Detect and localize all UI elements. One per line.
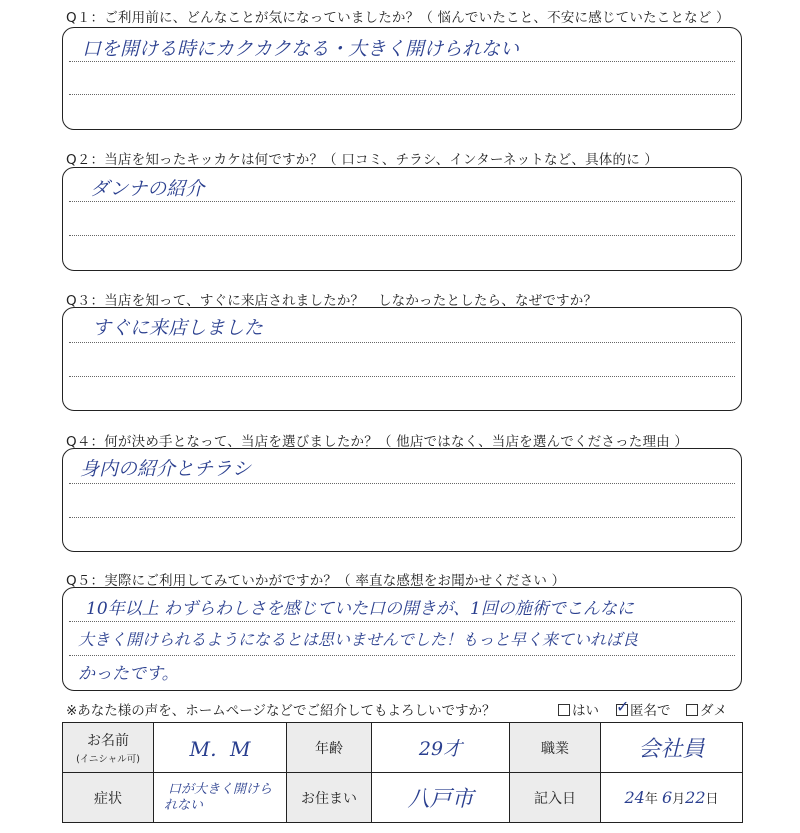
date-label: 記入日: [510, 773, 601, 823]
name-value-cell: [154, 723, 287, 773]
date-day-unit: 日: [705, 792, 719, 807]
q5-answer-line-3: かったです。: [78, 664, 179, 684]
checkbox-checked-icon[interactable]: [616, 697, 630, 716]
checkbox-icon[interactable]: [686, 704, 698, 716]
address-label: お住まい: [287, 773, 372, 823]
date-month: 6: [661, 788, 673, 807]
address-value: 八戸市: [407, 787, 474, 812]
q3-label: Q３：当店を知って、すぐに来店されましたか？ しなかったとしたら、なぜですか？: [66, 293, 598, 309]
job-label: 職業: [510, 723, 601, 773]
consent-option-label: 匿名で: [630, 703, 671, 719]
q1-answer: 口を開ける時にカクカクなる・大きく開けられない: [82, 38, 520, 60]
name-label: お名前: [87, 733, 129, 749]
age-value: 29才: [418, 738, 463, 760]
ruled-line: [69, 235, 735, 236]
age-label: 年齢: [287, 723, 372, 773]
consent-option-label: はい: [572, 703, 599, 719]
ruled-line: [69, 483, 735, 484]
consent-option-label: ダメ: [700, 703, 727, 719]
respondent-info-table: [62, 722, 743, 823]
ruled-line: [69, 517, 735, 518]
q4-answer: 身内の紹介とチラシ: [80, 458, 252, 480]
date-year-unit: 年: [644, 792, 658, 807]
ruled-line: [69, 61, 735, 62]
address-value-cell: [372, 773, 510, 823]
checkmark-icon: ✓: [616, 697, 630, 716]
name-label-cell: [63, 723, 154, 773]
date-month-unit: 月: [672, 792, 686, 807]
ruled-line: [69, 201, 735, 202]
q3-answer: すぐに来店しました: [92, 317, 264, 339]
consent-option-anonymous[interactable]: [616, 699, 671, 719]
ruled-line: [69, 342, 735, 343]
q1-label: Q１：ご利用前に、どんなことが気になっていましたか？（ 悩んでいたこと、不安に感じていたことなど ）: [66, 10, 730, 26]
date-year: 24: [624, 788, 645, 807]
ruled-line: [69, 655, 735, 656]
symptom-label: 症状: [63, 773, 154, 823]
q5-label: Q５：実際にご利用してみていかがですか？（ 率直な感想をお聞かせください ）: [66, 573, 566, 589]
ruled-line: [69, 94, 735, 95]
consent-option-no[interactable]: [686, 699, 727, 719]
q5-answer-line-1: 10年以上 わずらわしさを感じていた口の開きが、1回の施術でこんなに: [86, 599, 634, 619]
age-value-cell: [372, 723, 510, 773]
symptom-value-cell: [154, 773, 287, 823]
job-value: 会社員: [638, 737, 705, 762]
symptom-value-line-1: 口が大きく開けら: [167, 781, 272, 797]
ruled-line: [69, 621, 735, 622]
name-sub-label: (イニシャル可): [76, 754, 140, 765]
q2-answer: ダンナの紹介: [90, 178, 205, 200]
name-value: M．M: [189, 737, 251, 761]
consent-question: ※あなた様の声を、ホームページなどでご紹介してもよろしいですか？: [66, 703, 496, 719]
date-day: 22: [685, 788, 706, 807]
job-value-cell: [601, 723, 743, 773]
consent-option-yes[interactable]: [558, 699, 599, 719]
q5-answer-line-2: 大きく開けられるようになるとは思いませんでした！もっと早く来ていれば良: [78, 630, 639, 649]
date-value-cell: [601, 773, 743, 823]
checkbox-icon[interactable]: [558, 704, 570, 716]
symptom-value-line-2: れない: [164, 797, 204, 813]
q4-label: Q４：何が決め手となって、当店を選びましたか？（ 他店ではなく、当店を選んでくださった理由 ）: [66, 434, 689, 450]
q2-label: Q２：当店を知ったキッカケは何ですか？（ 口コミ、チラシ、インターネットなど、具体的に ）: [66, 152, 659, 168]
ruled-line: [69, 376, 735, 377]
